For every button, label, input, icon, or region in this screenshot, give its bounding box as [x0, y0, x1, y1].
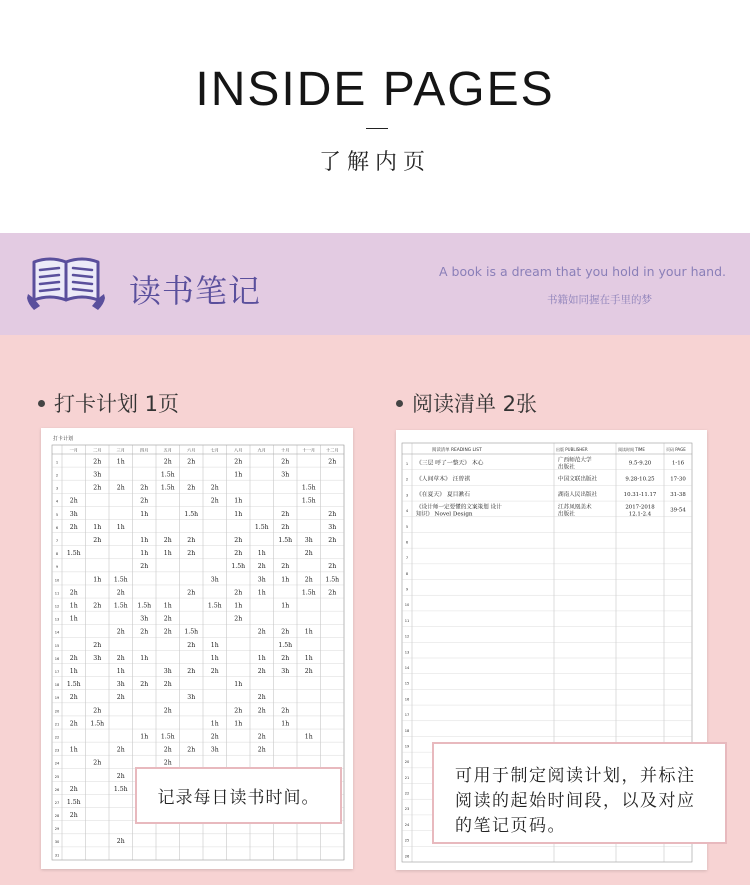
checkin-entry: 2h: [116, 484, 125, 492]
checkin-entry: 3h: [140, 615, 149, 623]
checkin-entry: 1h: [69, 746, 78, 754]
checkin-entry: 2h: [187, 484, 196, 492]
day-number: 26: [54, 787, 60, 792]
checkin-entry: 2h: [210, 667, 219, 675]
checkin-entry: 1h: [304, 628, 313, 636]
day-number: 6: [55, 525, 59, 530]
checkin-entry: 1h: [234, 471, 243, 479]
checkin-entry: 2h: [234, 589, 243, 597]
checkin-entry: 2h: [163, 537, 172, 545]
checkin-entry: 2h: [304, 550, 313, 558]
callout-line: 可用于制定阅读计划，并标注: [455, 766, 696, 786]
checkin-entry: 1.5h: [113, 602, 128, 610]
checkin-entry: 2h: [257, 628, 266, 636]
checkin-entry: 2h: [163, 707, 172, 715]
callout-line: 阅读的起始时间段，以及对应: [455, 791, 696, 811]
checkin-entry: 3h: [116, 681, 125, 689]
day-number: 9: [55, 565, 59, 570]
day-number: 12: [54, 604, 60, 609]
checkin-entry: 1.5h: [207, 602, 222, 610]
checkin-entry: 2h: [163, 681, 172, 689]
open-book-icon: [26, 254, 106, 312]
checkin-entry: 2h: [234, 458, 243, 466]
day-number: 14: [54, 630, 60, 635]
checkin-entry: 3h: [93, 654, 102, 662]
checkin-entry: 1.5h: [160, 733, 175, 741]
row-number: 13: [404, 650, 410, 655]
checkin-entry: 2h: [234, 615, 243, 623]
row-number: 20: [404, 760, 410, 765]
checkin-entry: 2h: [163, 746, 172, 754]
day-number: 7: [55, 539, 59, 544]
checkin-entry: 1h: [234, 681, 243, 689]
banner-tagline-cn: 书籍如同握在手里的梦: [547, 294, 652, 306]
bullet-dot: [396, 400, 403, 407]
checkin-entry: 2h: [210, 733, 219, 741]
checkin-entry: 1h: [140, 654, 149, 662]
row-number: 12: [404, 634, 410, 639]
checkin-entry: 1h: [281, 576, 290, 584]
month-header: 八月: [234, 447, 243, 453]
title-divider: [366, 128, 388, 129]
checkin-entry: 1h: [69, 615, 78, 623]
checkin-entry: 1h: [93, 523, 102, 531]
header-area: [0, 0, 750, 233]
checkin-entry: 1.5h: [184, 628, 199, 636]
checkin-entry: 2h: [257, 707, 266, 715]
book-title: 《人间草木》 汪曾祺: [416, 476, 471, 483]
day-number: 27: [54, 800, 60, 805]
checkin-entry: 2h: [257, 667, 266, 675]
checkin-entry: 2h: [69, 812, 78, 820]
banner-tagline-en: A book is a dream that you hold in your hand.: [439, 264, 726, 279]
month-header: 十一月: [302, 447, 316, 453]
checkin-entry: 1h: [163, 602, 172, 610]
row-number: 22: [404, 791, 410, 796]
checkin-entry: 2h: [93, 602, 102, 610]
row-number: 16: [404, 697, 410, 702]
day-number: 23: [54, 748, 60, 753]
checkin-entry: 1h: [234, 497, 243, 505]
checkin-entry: 2h: [140, 497, 149, 505]
checkin-entry: 1h: [69, 602, 78, 610]
checkin-entry: 2h: [187, 537, 196, 545]
callout-line: 的笔记页码。: [455, 816, 566, 836]
checkin-entry: 1.5h: [301, 589, 316, 597]
read-dates: 12.1-2.4: [628, 511, 652, 518]
day-number: 31: [54, 853, 60, 858]
day-number: 30: [54, 840, 60, 845]
row-number: 25: [404, 838, 410, 843]
publisher: 广西师范大学: [558, 457, 592, 464]
checkin-entry: 2h: [187, 589, 196, 597]
checkin-entry: 1.5h: [137, 602, 152, 610]
read-dates: 2017-2018: [625, 504, 655, 511]
publisher: 中国文联出版社: [558, 476, 598, 483]
checkin-entry: 2h: [187, 550, 196, 558]
checkin-entry: 1h: [210, 720, 219, 728]
row-number: 26: [404, 854, 410, 859]
reading-list-callout: [432, 742, 727, 844]
page-subtitle: 了解内页: [318, 150, 431, 175]
day-number: 28: [54, 814, 60, 819]
row-number: 8: [405, 571, 409, 576]
checkin-entry: 2h: [93, 759, 102, 767]
reading-list-label-text: 阅读清单 2张: [412, 392, 538, 416]
month-header: 一月: [69, 447, 78, 453]
checkin-entry: 2h: [163, 615, 172, 623]
row-number: 4: [405, 509, 409, 514]
checkin-entry: 2h: [93, 484, 102, 492]
book-title: 《设计师一定要懂的文案策划 设计: [416, 504, 502, 511]
checkin-entry: 2h: [116, 746, 125, 754]
checkin-entry: 2h: [328, 589, 337, 597]
day-number: 1: [55, 460, 59, 465]
checkin-entry: 2h: [69, 654, 78, 662]
day-number: 10: [54, 578, 60, 583]
column-header: 出版 PUBLISHER: [556, 447, 588, 452]
checkin-entry: 1h: [140, 510, 149, 518]
checkin-entry: 2h: [69, 785, 78, 793]
checkin-entry: 1h: [116, 458, 125, 466]
row-number: 14: [404, 665, 410, 670]
day-number: 19: [54, 696, 60, 701]
checkin-entry: 1.5h: [90, 720, 105, 728]
checkin-entry: 2h: [140, 628, 149, 636]
checkin-entry: 3h: [187, 694, 196, 702]
checkin-entry: 2h: [163, 628, 172, 636]
sheet-title: 打卡计划: [53, 436, 74, 442]
checkin-entry: 2h: [210, 497, 219, 505]
read-dates: 9.28-10.25: [625, 476, 655, 483]
checkin-entry: 2h: [234, 537, 243, 545]
checkin-entry: 2h: [281, 458, 290, 466]
checkin-entry: 1.5h: [113, 576, 128, 584]
column-header: 页码 PAGE: [666, 447, 686, 452]
day-number: 5: [55, 512, 59, 517]
checkin-entry: 1h: [257, 589, 266, 597]
checkin-entry: 1h: [234, 602, 243, 610]
checkin-entry: 2h: [116, 838, 125, 846]
checkin-entry: 2h: [304, 576, 313, 584]
day-number: 4: [55, 499, 59, 504]
day-number: 29: [54, 827, 60, 832]
checkin-entry: 2h: [93, 707, 102, 715]
checkin-entry: 3h: [210, 576, 219, 584]
checkin-entry: 1h: [140, 550, 149, 558]
checkin-entry: 2h: [328, 563, 337, 571]
row-number: 18: [404, 728, 410, 733]
page-range: 31-38: [670, 492, 686, 499]
list-title: 阅读清单 READING LIST: [432, 448, 482, 453]
checkin-entry: 1h: [210, 654, 219, 662]
checkin-entry: 1h: [163, 550, 172, 558]
checkin-entry: 3h: [210, 746, 219, 754]
checkin-entry: 2h: [140, 681, 149, 689]
checkin-entry: 2h: [69, 589, 78, 597]
checkin-entry: 3h: [257, 576, 266, 584]
checkin-entry: 1.5h: [231, 563, 246, 571]
checkin-entry: 1.5h: [278, 641, 293, 649]
row-number: 15: [404, 681, 410, 686]
checkin-entry: 2h: [140, 563, 149, 571]
month-header: 九月: [257, 447, 266, 453]
month-header: 六月: [187, 447, 196, 453]
day-number: 8: [55, 552, 59, 557]
checkin-entry: 2h: [304, 667, 313, 675]
column-header: 阅读时间 TIME: [618, 447, 645, 452]
checkin-entry: 1.5h: [113, 785, 128, 793]
checkin-entry: 1.5h: [325, 576, 340, 584]
checkin-entry: 1h: [281, 602, 290, 610]
checkin-entry: 2h: [257, 694, 266, 702]
book-title: 《三层 呼了一整天》 木心: [416, 460, 484, 467]
checkin-entry: 2h: [281, 563, 290, 571]
checkin-entry: 1.5h: [160, 484, 175, 492]
checkin-entry: 1h: [234, 720, 243, 728]
checkin-entry: 2h: [69, 497, 78, 505]
checkin-entry: 2h: [281, 707, 290, 715]
checkin-plan-label-text: 打卡计划 1页: [54, 392, 180, 416]
checkin-entry: 3h: [281, 667, 290, 675]
checkin-entry: 3h: [69, 510, 78, 518]
read-dates: 10.31-11.17: [623, 492, 657, 499]
checkin-entry: 2h: [93, 458, 102, 466]
day-number: 13: [54, 617, 60, 622]
read-dates: 9.5-9.20: [628, 460, 652, 467]
day-number: 20: [54, 709, 60, 714]
day-number: 25: [54, 774, 60, 779]
checkin-entry: 2h: [163, 759, 172, 767]
book-title: 《在夏天》 夏目漱石: [416, 492, 471, 499]
month-header: 二月: [93, 447, 102, 453]
row-number: 3: [405, 493, 409, 498]
month-header: 十月: [281, 447, 290, 453]
day-number: 2: [55, 473, 59, 478]
page-range: 39-54: [670, 507, 686, 514]
checkin-entry: 1h: [210, 641, 219, 649]
row-number: 6: [405, 540, 409, 545]
checkin-entry: 2h: [116, 654, 125, 662]
banner-title: 读书笔记: [129, 272, 262, 310]
checkin-entry: 2h: [187, 667, 196, 675]
row-number: 17: [404, 713, 410, 718]
row-number: 10: [404, 603, 410, 608]
checkin-entry: 2h: [328, 510, 337, 518]
checkin-entry: 2h: [116, 589, 125, 597]
row-number: 21: [404, 775, 410, 780]
checkin-entry: 2h: [69, 694, 78, 702]
row-number: 1: [405, 461, 409, 466]
row-number: 23: [404, 807, 410, 812]
checkin-entry: 2h: [281, 628, 290, 636]
day-number: 16: [54, 656, 60, 661]
checkin-plan-label: [38, 388, 179, 418]
checkin-entry: 3h: [163, 667, 172, 675]
day-number: 17: [54, 669, 60, 674]
checkin-entry: 1h: [140, 733, 149, 741]
publisher: 江苏凤凰美术: [558, 504, 592, 511]
row-number: 7: [405, 556, 409, 561]
checkin-entry: 2h: [257, 563, 266, 571]
checkin-entry: 2h: [116, 694, 125, 702]
month-header: 四月: [140, 447, 149, 453]
checkin-entry: 2h: [69, 523, 78, 531]
checkin-entry: 1h: [116, 667, 125, 675]
checkin-entry: 2h: [69, 720, 78, 728]
checkin-entry: 2h: [328, 458, 337, 466]
publisher: 湖南人民出版社: [558, 492, 598, 499]
row-number: 2: [405, 477, 409, 482]
checkin-entry: 3h: [93, 471, 102, 479]
checkin-entry: 1.5h: [66, 681, 81, 689]
checkin-entry: 1h: [234, 510, 243, 518]
checkin-entry: 2h: [234, 550, 243, 558]
checkin-entry: 2h: [257, 746, 266, 754]
checkin-entry: 1.5h: [66, 798, 81, 806]
checkin-entry: 1.5h: [184, 510, 199, 518]
checkin-entry: 1h: [281, 720, 290, 728]
checkin-entry: 1.5h: [66, 550, 81, 558]
checkin-entry: 3h: [328, 523, 337, 531]
checkin-entry: 1h: [304, 733, 313, 741]
month-header: 五月: [163, 447, 172, 453]
checkin-entry: 2h: [116, 628, 125, 636]
checkin-entry: 1h: [140, 537, 149, 545]
checkin-entry: 1h: [304, 654, 313, 662]
row-number: 24: [404, 822, 410, 827]
checkin-entry: 1h: [93, 576, 102, 584]
checkin-entry: 1h: [257, 550, 266, 558]
checkin-entry: 2h: [234, 707, 243, 715]
day-number: 18: [54, 683, 60, 688]
page-range: 17-30: [670, 476, 686, 483]
row-number: 9: [405, 587, 409, 592]
checkin-entry: 2h: [187, 746, 196, 754]
checkin-entry: 2h: [93, 537, 102, 545]
checkin-entry: 2h: [210, 484, 219, 492]
checkin-entry: 1.5h: [301, 484, 316, 492]
page-title: INSIDE PAGES: [195, 63, 555, 116]
day-number: 11: [54, 591, 60, 596]
checkin-entry: 1h: [116, 523, 125, 531]
publisher: 出版社: [558, 464, 575, 471]
checkin-entry: 2h: [328, 537, 337, 545]
checkin-entry: 1.5h: [254, 523, 269, 531]
page-range: 1-16: [671, 460, 685, 467]
row-number: 19: [404, 744, 410, 749]
checkin-entry: 1h: [257, 654, 266, 662]
publisher: 出版社: [558, 511, 575, 518]
checkin-entry: 2h: [187, 641, 196, 649]
checkin-entry: 3h: [304, 537, 313, 545]
checkin-entry: 2h: [257, 733, 266, 741]
checkin-entry: 2h: [281, 523, 290, 531]
checkin-entry: 3h: [281, 471, 290, 479]
row-number: 11: [404, 618, 410, 623]
month-header: 十二月: [325, 447, 339, 453]
day-number: 24: [54, 761, 60, 766]
checkin-entry: 2h: [163, 458, 172, 466]
checkin-entry: 2h: [140, 484, 149, 492]
month-header: 七月: [210, 447, 219, 453]
day-number: 15: [54, 643, 60, 648]
checkin-plan-callout: 记录每日读书时间。: [135, 767, 342, 824]
checkin-entry: 2h: [93, 641, 102, 649]
book-title: 知识》 Novel Design: [416, 511, 473, 518]
checkin-entry: 2h: [187, 458, 196, 466]
day-number: 21: [54, 722, 60, 727]
row-number: 5: [405, 524, 409, 529]
checkin-entry: 1h: [69, 667, 78, 675]
checkin-entry: 1.5h: [301, 497, 316, 505]
checkin-entry: 2h: [281, 654, 290, 662]
checkin-entry: 1.5h: [160, 471, 175, 479]
bullet-dot: [38, 400, 45, 407]
checkin-entry: 2h: [281, 510, 290, 518]
day-number: 3: [55, 486, 59, 491]
checkin-entry: 2h: [116, 772, 125, 780]
section-banner: [0, 233, 750, 335]
checkin-entry: 1.5h: [278, 537, 293, 545]
day-number: 22: [54, 735, 60, 740]
month-header: 三月: [116, 447, 125, 453]
reading-list-label: [396, 388, 537, 418]
